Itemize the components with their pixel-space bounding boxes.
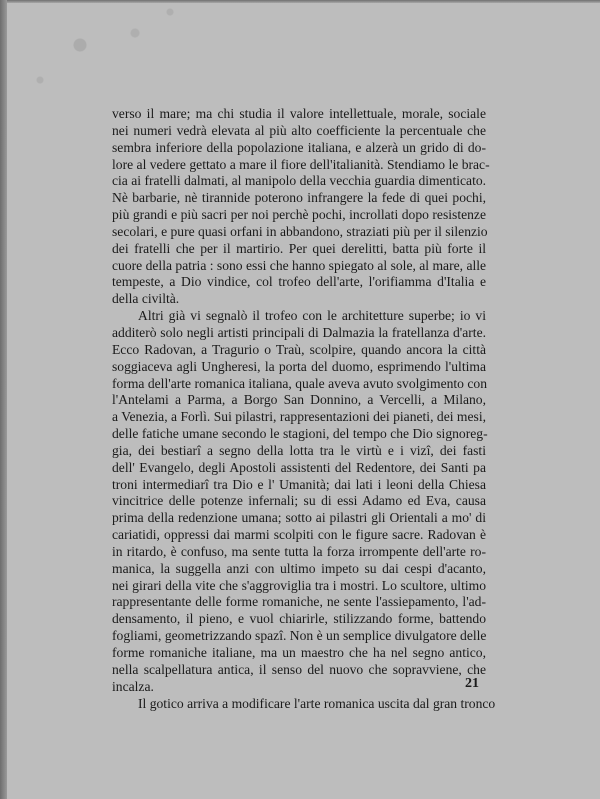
text-line: secolari, e pure quasi orfani in abbandono, straziati più per il silenzio [112,223,488,239]
text-line: sembra inferiore della popolazione italiana, e alzerà un grido di do- [112,139,486,155]
text-line: gia, dei bestiarî a segno della lotta tra le virtù e i vizî, dei fasti [112,442,486,458]
text-line: forme romaniche italiane, ma un maestro che ha nel segno antico, [112,645,486,660]
text-line: cuore della patria : sono essi che hanno spiegato al sole, al mare, alle [112,257,487,273]
text-line: troni intermediarî tra Dio e l' Umanità; dai lati i leoni della Chiesa [112,476,486,492]
text-line: l'Antelami a Parma, a Borgo San Donnino, a Vercelli, a Milano, [112,392,486,408]
text-line: forma dell'arte romanica italiana, quale aveva avuto svolgimento con [112,375,487,391]
text-line: additerò solo negli artisti principali di Dalmazia la fratellanza d'arte. [112,324,486,340]
paragraph-1 [112,106,490,308]
text-line: Il gotico arriva a modificare l'arte romanica uscita dal gran tronco [138,695,496,711]
text-line: rappresentante delle forme romaniche, ne sente l'assiepamento, l'ad- [112,594,486,610]
page-left-edge [0,0,7,799]
text-line: Ecco Radovan, a Tragurio o Traù, scolpire, quando ancora la città [112,341,486,357]
page-top-edge [0,0,600,3]
text-line: incalza. [112,678,154,694]
paragraph-2 [112,308,486,695]
page-number: 21 [465,676,479,691]
text-line: cia ai fratelli dalmati, al manipolo della vecchia guardia dimenticato. [112,173,487,189]
text-line: nella scalpellatura antica, il senso del nuovo che sopravviene, che [112,661,486,677]
text-line: prima della redenzione umana; sotto ai pilastri gli Orientali a mo' di [112,510,486,526]
text-line: delle fatiche umane secondo le stagioni, del tempo che Dio signoreg- [112,426,488,442]
text-line: manica, la suggella anzi con ultimo impeto su dai cespi d'acanto, [112,560,486,576]
text-line: più grandi e più sacri per noi perchè pochi, incrollati dopo resistenze [112,207,486,223]
text-line: in ritardo, è confuso, ma sente tutta la forza irrompente dell'arte ro- [112,543,486,559]
text-line: Nè barbarie, nè tirannide poterono infrangere la fede di quei pochi, [112,190,486,206]
text-line: nei numeri vedrà elevata al più alto coefficiente la percentuale che [112,122,486,138]
body-text [112,106,496,712]
paragraph-3 [112,695,496,713]
text-line: verso il mare; ma chi studia il valore intellettuale, morale, sociale [112,106,486,121]
text-line: della civiltà. [112,291,180,307]
text-line: a Venezia, a Forlì. Sui pilastri, rappresentazioni dei pianeti, dei mesi, [112,409,486,425]
text-line: dei fratelli che per il martirio. Per quei derelitti, batta più forte il [112,240,486,256]
text-line: fogliami, geometrizzando spazî. Non è un semplice divulgatore delle [112,628,487,644]
text-line: densamento, il pieno, e vuol chiarirle, stilizzando forme, battendo [112,611,486,627]
text-line: dell' Evangelo, degli Apostoli assistenti del Redentore, dei Santi pa [112,459,486,475]
text-line: vincitrice delle potenze infernali; su di essi Adamo ed Eva, causa [112,493,486,509]
text-line: nei girari della vite che s'aggroviglia tra i mostri. Lo scultore, ultimo [112,577,486,593]
text-line: lore al vedere gettato a mare il fiore dell'italianità. Stendiamo le brac- [112,156,490,172]
text-line: soggiaceva agli Ungheresi, la porta del duomo, esprimendo l'ultima [112,358,486,374]
text-line: cariatidi, oppressi dai marmi scolpiti con le figure sacre. Radovan è [112,527,486,543]
text-line: tempeste, a Dio vindice, col trofeo dell'arte, l'orifiamma d'Italia e [112,274,486,290]
text-line: Altri già vi segnalò il trofeo con le architetture superbe; io vi [138,308,486,324]
